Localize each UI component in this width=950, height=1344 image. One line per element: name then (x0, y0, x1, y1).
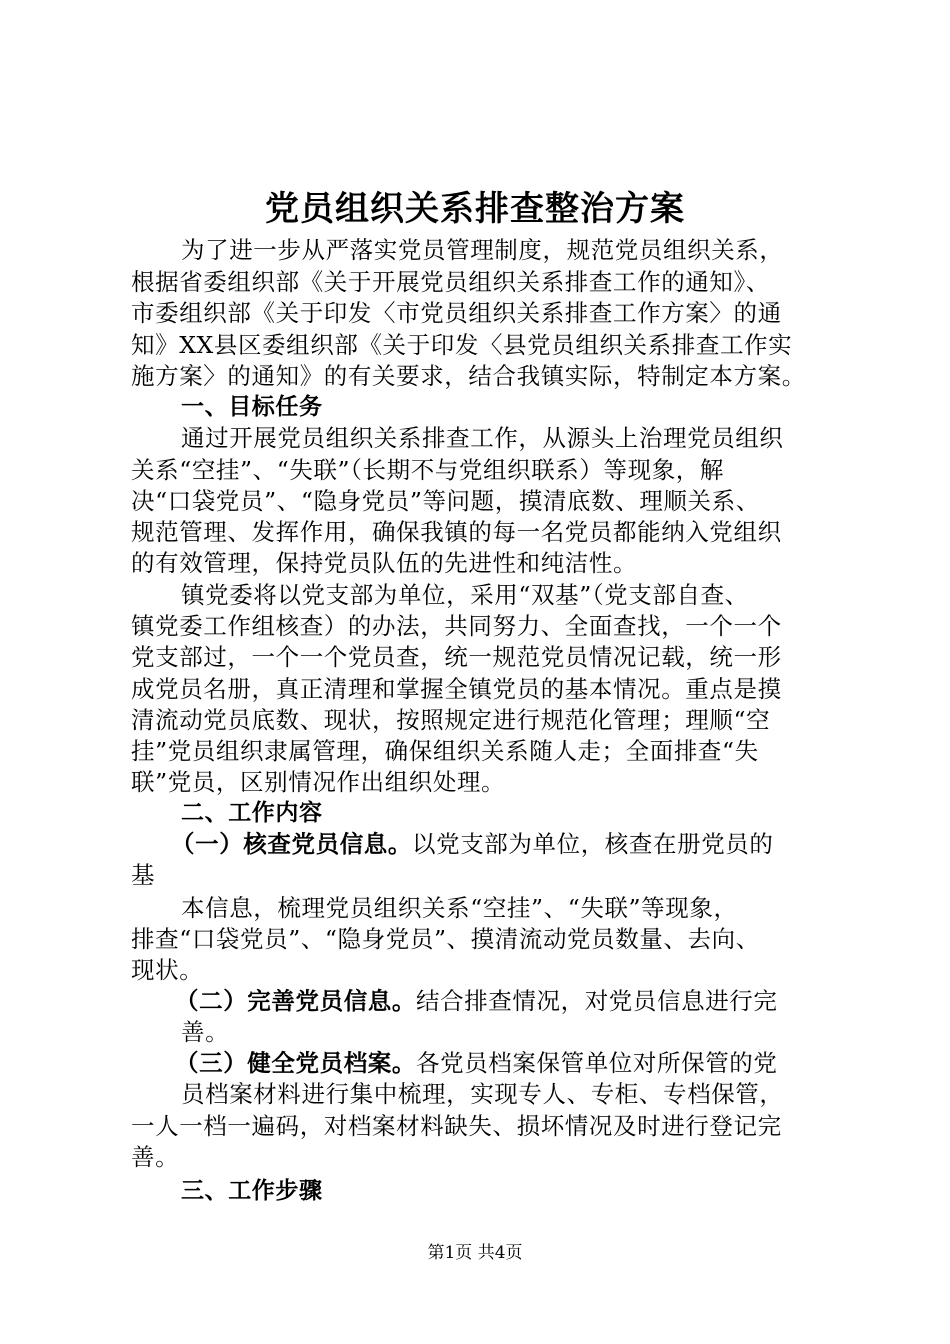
item-text: 以党支部为单位，核查在册党员的 (412, 830, 774, 858)
paragraph-line: 挂”党员组织隶属管理，确保组织关系随人走；全面排查“失 (131, 737, 759, 765)
paragraph-line: 成党员名册，真正清理和掌握全镇党员的基本情况。重点是摸 (131, 675, 782, 703)
item-label: （二）完善党员信息。 (175, 987, 416, 1015)
item-line: 排查“口袋党员”、“隐身党员”、摸清流动党员数量、去向、 (131, 925, 760, 953)
section-heading-steps: 三、工作步骤 (181, 1178, 323, 1204)
document-title: 党员组织关系排查整治方案 (265, 189, 685, 229)
section-heading-content: 二、工作内容 (181, 800, 323, 826)
item-line: 基 (131, 861, 156, 889)
section-heading-goals: 一、目标任务 (181, 394, 323, 420)
paragraph-line: 联”党员，区别情况作出组织处理。 (131, 768, 506, 796)
item-line: 本信息，梳理党员组织关系“空挂”、“失联”等现象， (181, 894, 738, 922)
item-text: 结合排查情况，对党员信息进行完 (416, 987, 778, 1015)
intro-line: 根据省委组织部《关于开展党员组织关系排查工作的通知》、 (131, 268, 770, 296)
paragraph-line: 的有效管理，保持党员队伍的先进性和纯洁性。 (131, 549, 638, 577)
intro-line: 为了进一步从严落实党员管理制度，规范党员组织关系， (181, 236, 784, 264)
paragraph-line: 镇党委将以党支部为单位，采用“双基”（党支部自查、 (181, 581, 749, 609)
item-line: 善。 (131, 1143, 180, 1171)
intro-line: 市委组织部《关于印发〈市党员组织关系排查工作方案〉的通 (131, 299, 782, 327)
item-label: （一）核查党员信息。 (171, 830, 412, 858)
item-text: 各党员档案保管单位对所保管的党 (416, 1049, 778, 1077)
paragraph-line: 党支部过，一个一个党员查，统一规范党员情况记载，统一形 (131, 643, 782, 671)
intro-line: 施方案〉的通知》的有关要求，结合我镇实际，特制定本方案。 (131, 362, 806, 390)
paragraph-line: 清流动党员底数、现状，按照规定进行规范化管理；理顺“空 (131, 706, 771, 734)
paragraph-line: 规范管理、发挥作用，确保我镇的每一名党员都能纳入党组织 (131, 518, 782, 546)
item-line: 一人一档一遍码，对档案材料缺失、损坏情况及时进行登记完 (131, 1112, 782, 1140)
item-line (171, 828, 774, 860)
item-line: 员档案材料进行集中梳理，实现专人、专柜、专档保管， (181, 1080, 784, 1108)
intro-line: 知》XX县区委组织部《关于印发〈县党员组织关系排查工作实 (131, 331, 793, 359)
paragraph-line: 通过开展党员组织关系排查工作，从源头上治理党员组织 (181, 424, 784, 452)
item-line: 善。 (181, 1018, 230, 1046)
item-line (175, 985, 778, 1017)
paragraph-line: 决“口袋党员”、“隐身党员”等问题，摸清底数、理顺关系、 (131, 487, 760, 515)
page-number: 第1页 共4页 (427, 1243, 523, 1263)
item-label: （三）健全党员档案。 (175, 1049, 416, 1077)
item-line: 现状。 (131, 956, 204, 984)
paragraph-line: 镇党委工作组核查）的办法，共同努力、全面查找，一个一个 (131, 612, 782, 640)
paragraph-line: 关系“空挂”、“失联”（长期不与党组织联系）等现象，解 (131, 456, 725, 484)
item-line (175, 1047, 778, 1079)
